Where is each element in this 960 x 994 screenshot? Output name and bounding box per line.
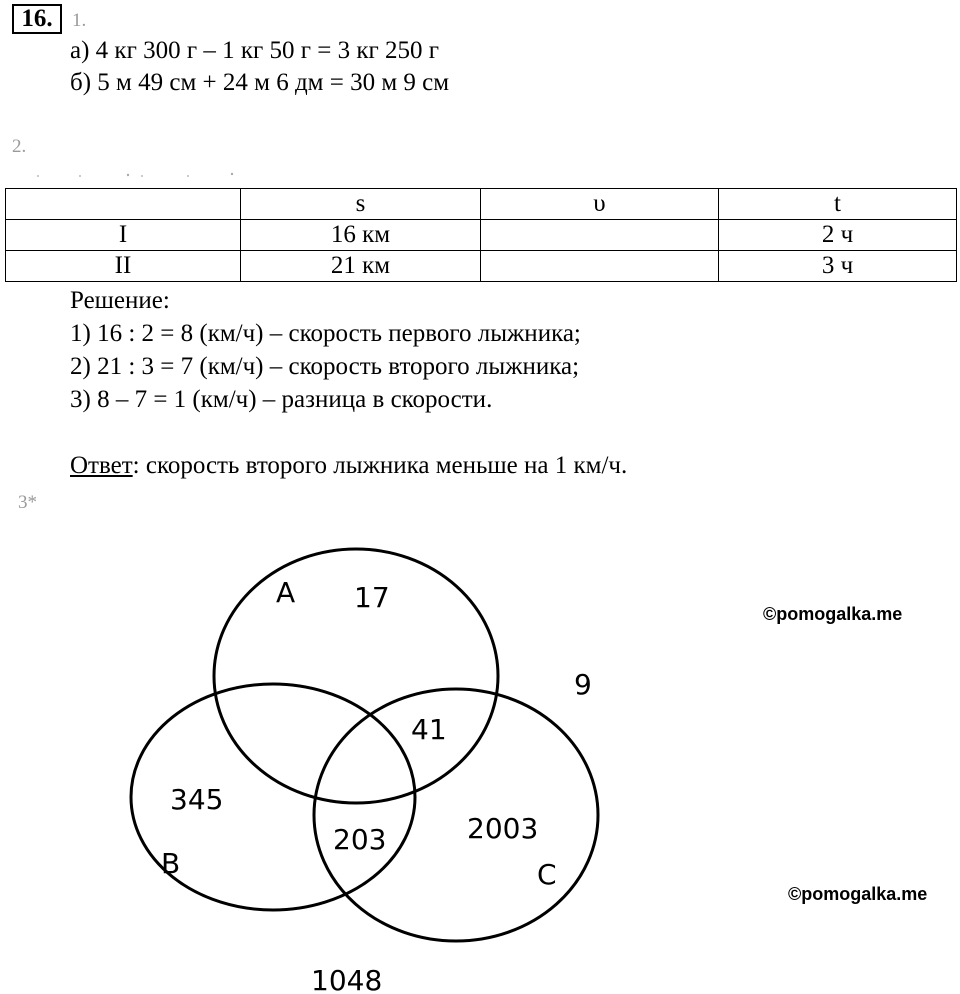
table-header-cell: s — [241, 189, 481, 220]
set-label-b: B — [161, 847, 181, 880]
table-cell: 16 км — [241, 220, 481, 251]
table-header-cell: t — [719, 189, 957, 220]
table-cell: II — [6, 251, 241, 282]
part1-line-a: а) 4 кг 300 г – 1 кг 50 г = 3 кг 250 г — [70, 37, 439, 64]
task-number: 16. — [12, 4, 62, 34]
set-label-c: C — [537, 858, 557, 891]
solution-step: 2) 21 : 3 = 7 (км/ч) – скорость второго лыжника; — [70, 353, 580, 380]
region-only-b: 345 — [170, 783, 224, 816]
answer-text: : скорость второго лыжника меньше на 1 км/ч. — [132, 452, 628, 479]
answer-label: Ответ — [70, 452, 133, 479]
table-cell: I — [6, 220, 241, 251]
table-header-cell: υ — [481, 189, 719, 220]
watermark: ©pomogalka.me — [788, 884, 928, 904]
region-outside-top: 9 — [574, 668, 592, 701]
table-cell: 3 ч — [719, 251, 957, 282]
set-label-a: A — [276, 576, 296, 609]
table-cell: 21 км — [241, 251, 481, 282]
part3-label: 3* — [18, 492, 37, 513]
table-cell: 2 ч — [719, 220, 957, 251]
region-only-c: 2003 — [467, 812, 539, 845]
solution-step: 3) 8 – 7 = 1 (км/ч) – разница в скорости. — [70, 386, 493, 413]
part2-label: 2. — [12, 136, 27, 157]
circle-c — [314, 689, 598, 941]
watermark: ©pomogalka.me — [763, 604, 903, 624]
region-outside-bottom: 1048 — [311, 964, 383, 994]
region-only-a: 17 — [354, 581, 390, 614]
part1-line-b: б) 5 м 49 см + 24 м 6 дм = 30 м 9 см — [70, 69, 450, 96]
solution-step: 1) 16 : 2 = 8 (км/ч) – скорость первого лыжника; — [70, 320, 581, 347]
region-b-and-c: 203 — [333, 823, 387, 856]
region-a-and-c: 41 — [411, 713, 447, 746]
part1-label: 1. — [72, 10, 87, 31]
solution-title: Решение: — [70, 287, 170, 314]
